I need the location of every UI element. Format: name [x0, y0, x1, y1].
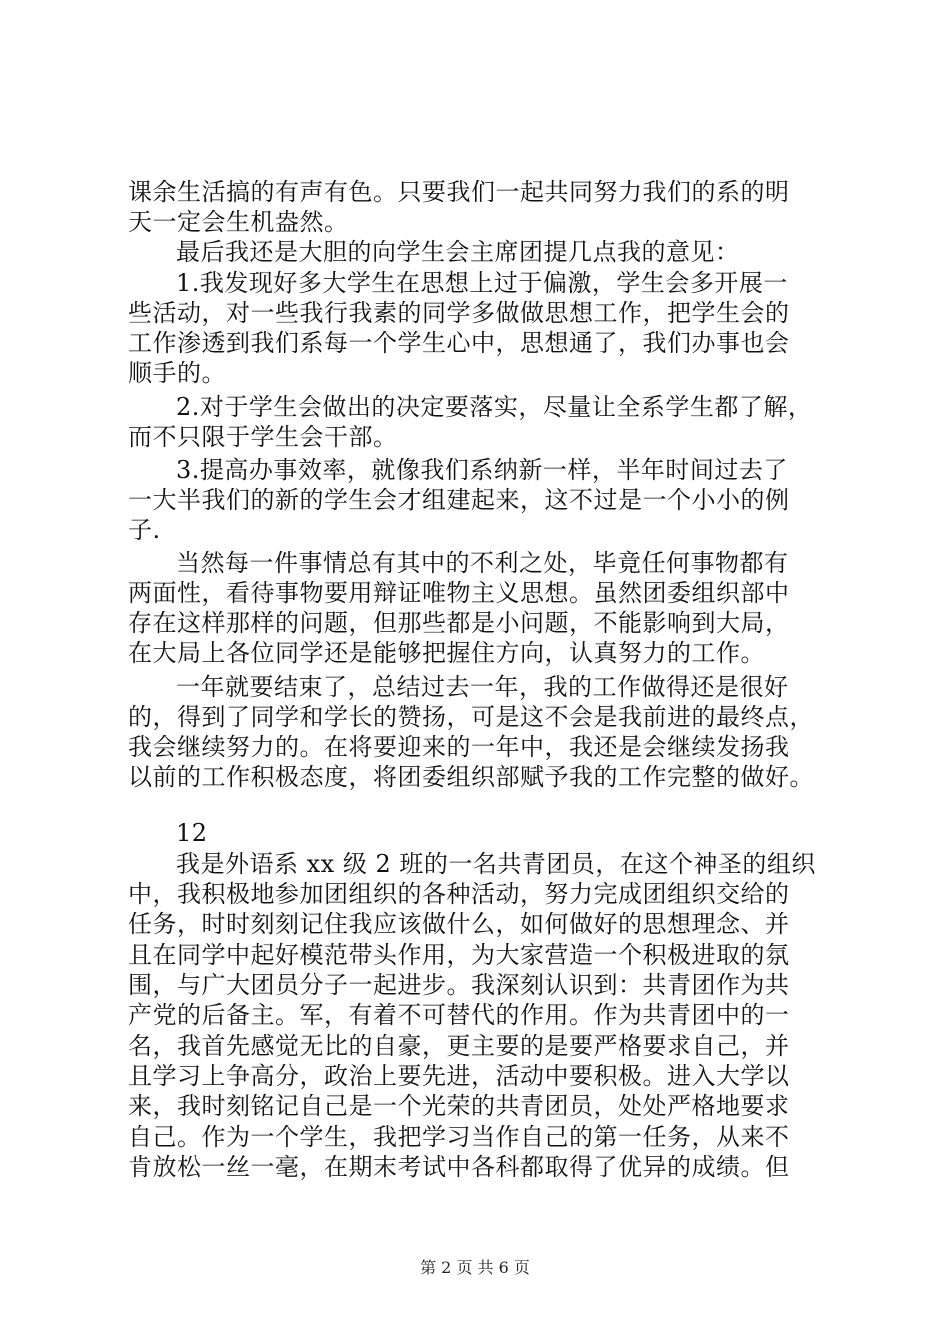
text-line: 我是外语系 xx 级 2 班的一名共青团员，在这个神圣的组织 [176, 850, 816, 878]
text-line: 的，得到了同学和学长的赞扬，可是这不会是我前进的最终点， [128, 703, 814, 731]
text-line: 一大半我们的新的学生会才组建起来，这不过是一个小小的例 [128, 486, 790, 514]
text-line: 而不只限于学生会干部。 [128, 423, 398, 451]
text-line: 子. [128, 516, 161, 544]
text-line: 且学习上争高分，政治上要先进，活动中要积极。进入大学以 [128, 1062, 790, 1090]
section-number: 12 [176, 819, 208, 847]
text-line: 产党的后备主。军，有着不可替代的作用。作为共青团中的一 [128, 1001, 790, 1029]
text-line: 工作渗透到我们系每一个学生心中，思想通了，我们办事也会 [128, 329, 790, 357]
text-line: 在大局上各位同学还是能够把握住方向，认真努力的工作。 [128, 639, 765, 667]
text-line: 3.提高办事效率，就像我们系纳新一样，半年时间过去了 [176, 456, 788, 484]
text-line: 顺手的。 [128, 359, 226, 387]
text-line: 两面性，看待事物要用辩证唯物主义思想。虽然团委组织部中 [128, 579, 790, 607]
text-line: 2.对于学生会做出的决定要落实，尽量让全系学生都了解， [176, 393, 813, 421]
text-line: 课余生活搞的有声有色。只要我们一起共同努力我们的系的明 [128, 178, 790, 206]
text-line: 自己。作为一个学生，我把学习当作自己的第一任务，从来不 [128, 1123, 790, 1151]
text-line: 我会继续努力的。在将要迎来的一年中，我还是会继续发扬我 [128, 733, 790, 761]
text-line: 最后我还是大胆的向学生会主席团提几点我的意见： [176, 238, 740, 266]
text-line: 名，我首先感觉无比的自豪，更主要的是要严格要求自己，并 [128, 1032, 790, 1060]
text-line: 中，我积极地参加团组织的各种活动，努力完成团组织交给的 [128, 880, 790, 908]
text-line: 且在同学中起好模范带头作用，为大家营造一个积极进取的氛 [128, 941, 790, 969]
text-line: 1.我发现好多大学生在思想上过于偏激，学生会多开展一 [176, 269, 788, 297]
text-line: 任务，时时刻刻记住我应该做什么，如何做好的思想理念、并 [128, 910, 790, 938]
text-line: 围，与广大团员分子一起进步。我深刻认识到：共青团作为共 [128, 971, 790, 999]
text-line: 天一定会生机盎然。 [128, 208, 349, 236]
text-line: 肯放松一丝一毫，在期末考试中各科都取得了优异的成绩。但 [128, 1153, 790, 1181]
text-line: 当然每一件事情总有其中的不利之处，毕竟任何事物都有 [176, 549, 789, 577]
text-line: 一年就要结束了，总结过去一年，我的工作做得还是很好 [176, 673, 789, 701]
text-line: 以前的工作积极态度，将团委组织部赋予我的工作完整的做好。 [128, 763, 814, 791]
page-footer: 第 2 页 共 6 页 [420, 1258, 530, 1277]
text-line: 些活动，对一些我行我素的同学多做做思想工作，把学生会的 [128, 299, 790, 327]
text-line: 来，我时刻铭记自己是一个光荣的共青团员，处处严格地要求 [128, 1092, 790, 1120]
text-line: 存在这样那样的问题，但那些都是小问题，不能影响到大局， [128, 609, 790, 637]
